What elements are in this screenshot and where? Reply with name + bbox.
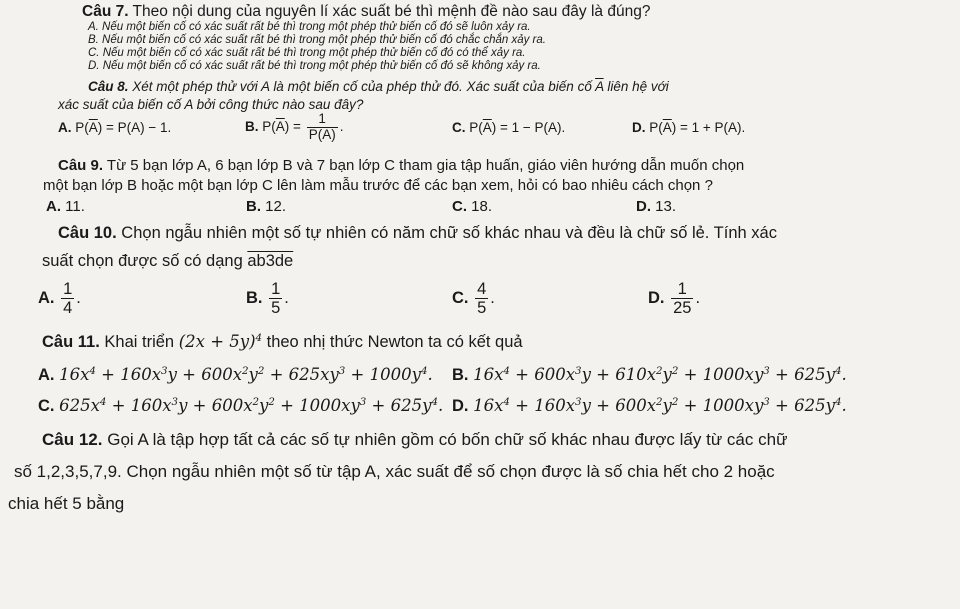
- q10-option-d-label: D.: [648, 289, 665, 307]
- q8-stem-line1: [88, 79, 669, 94]
- q8-option-b-label: B.: [245, 118, 259, 134]
- q11-expression-power: 4: [255, 332, 263, 344]
- q8-option-b-num: 1: [307, 112, 338, 128]
- q11-text-pre: Khai triển: [104, 333, 175, 351]
- q10-option-a-num: 1: [63, 280, 73, 298]
- q9-stem-line2: một bạn lớp B hoặc một bạn lớp C lên làm mẫu trước để các bạn xem, hỏi có bao nhiêu cách chọn ?: [43, 177, 713, 194]
- q10-option-a-fraction: [61, 280, 74, 317]
- q8-option-c: [452, 120, 565, 135]
- q10-option-c-den: 5: [477, 299, 487, 318]
- q8-option-d-bar: $\overline{A}$: [662, 120, 672, 135]
- q10-option-c-num: 4: [477, 280, 487, 298]
- q9-text-1: Từ 5 bạn lớp A, 6 bạn lớp B và 7 bạn lớp C tham gia tập huấn, giáo viên hướng dẫn muốn chọn: [106, 157, 745, 174]
- q8-option-d-lhs: P(: [649, 120, 663, 135]
- q9-option-c: [452, 198, 492, 215]
- q9-label: Câu 9.: [58, 157, 104, 174]
- q9-option-c-value: 18.: [471, 198, 493, 215]
- q9-option-c-label: C.: [452, 198, 467, 215]
- q11-text-post: theo nhị thức Newton ta có kết quả: [266, 333, 523, 351]
- q10-option-c-fraction: [475, 280, 488, 317]
- q10-option-a-den: 4: [63, 299, 73, 318]
- q11-option-a-label: A.: [38, 366, 55, 384]
- q12-stem-line1: [42, 430, 787, 450]
- q10-option-b-num: 1: [271, 280, 281, 298]
- q10-stem-line2: [42, 252, 293, 271]
- q11-option-d: [452, 396, 847, 416]
- q10-text-1: Chọn ngẫu nhiên một số tự nhiên có năm chữ số khác nhau và đều là chữ số lẻ. Tính xác: [121, 224, 777, 242]
- q8-option-d-rhs: ) = 1 + P(A).: [671, 120, 746, 135]
- q9-option-a: [46, 198, 85, 215]
- q8-option-c-bar: $\overline{A}$: [482, 120, 492, 135]
- q9-option-a-label: A.: [46, 198, 61, 215]
- q11-label: Câu 11.: [42, 333, 100, 351]
- q11-option-d-expr: $16x^4 + 160x^3y + 600x^2y^2 + 1000xy^3 + 625y^4$.: [473, 396, 847, 415]
- q9-option-d-value: 13.: [655, 198, 677, 215]
- q11-expression: (2x + 5y): [178, 332, 256, 351]
- q8-abar: $\overline{A}$: [595, 79, 604, 94]
- q11-option-a: [38, 365, 433, 385]
- q8-option-a-rhs: ) = P(A) − 1.: [97, 120, 172, 135]
- q8-option-b-bar: $\overline{A}$: [275, 118, 285, 134]
- q12-label: Câu 12.: [42, 430, 103, 449]
- q12-stem-line2: số 1,2,3,5,7,9. Chọn ngẫu nhiên một số từ tập A, xác suất để số chọn được là số chia hết cho 2 hoặc: [14, 462, 775, 481]
- q12-stem-line3: chia hết 5 bằng: [8, 494, 125, 513]
- q12-text-1: Gọi A là tập hợp tất cả các số tự nhiên gồm có bốn chữ số khác nhau được lấy từ các chữ: [107, 430, 788, 449]
- q8-label: Câu 8.: [88, 79, 129, 94]
- q9-option-b: [246, 198, 286, 215]
- q10-text-2: suất chọn được số có dạng: [42, 252, 243, 270]
- q11-option-b: [452, 365, 847, 385]
- q8-option-b-lhs: P(: [262, 118, 276, 134]
- q10-option-a-label: A.: [38, 289, 55, 307]
- q7-stem: [82, 3, 650, 21]
- q7-option-d: D. Nếu một biến cố có xác suất rất bé thì trong một phép thử biến cố đó sẽ không xảy ra.: [88, 60, 541, 72]
- q10-option-a: A. $\frac{1}{4}$ .: [38, 280, 81, 318]
- q10-option-d-num: 1: [671, 280, 693, 299]
- q9-option-b-value: 12.: [265, 198, 287, 215]
- q8-stem-line2: xác suất của biến cố A bởi công thức nào sau đây?: [58, 97, 364, 112]
- q10-option-b-fraction: [269, 280, 282, 317]
- q11-option-d-label: D.: [452, 397, 469, 415]
- q7-option-a: A. Nếu một biến cố có xác suất rất bé thì trong một phép thử biến cố đó sẽ luôn xảy ra.: [88, 21, 531, 33]
- q8-option-b: [245, 112, 343, 143]
- q8-option-a-label: A.: [58, 120, 72, 135]
- q9-option-d-label: D.: [636, 198, 651, 215]
- q8-option-b-den: P(A): [308, 126, 336, 142]
- q11-option-c-expr: $625x^4 + 160x^3y + 600x^2y^2 + 1000xy^3 + 625y^4$.: [59, 396, 444, 415]
- q9-option-a-value: 11.: [65, 198, 85, 215]
- q8-option-a-bar: $\overline{A}$: [88, 120, 98, 135]
- q7-option-c: C. Nếu một biến cố có xác suất rất bé thì trong một phép thử biến cố đó có thể xảy ra.: [88, 47, 526, 59]
- q8-option-c-lhs: P(: [469, 120, 483, 135]
- q9-option-b-label: B.: [246, 198, 261, 215]
- q11-option-b-expr: $16x^4 + 600x^3y + 610x^2y^2 + 1000xy^3 + 625y^4$.: [473, 365, 847, 384]
- q10-option-d-den: 25: [673, 299, 692, 318]
- q8-option-c-rhs: ) = 1 − P(A).: [491, 120, 566, 135]
- q10-number-form: ab3de: [247, 252, 294, 270]
- q10-stem-line1: [58, 224, 777, 243]
- q10-label: Câu 10.: [58, 224, 117, 242]
- q8-option-a: [58, 120, 171, 135]
- q8-option-b-end: .: [339, 118, 344, 134]
- q8-text-1a: Xét một phép thử với A là một biến cố của phép thử đó. Xác suất của biến cố: [132, 79, 592, 94]
- q8-text-1b: liên hệ với: [607, 79, 669, 94]
- q10-option-c-label: C.: [452, 289, 469, 307]
- q10-option-c: C. $\frac{4}{5}$ .: [452, 280, 495, 318]
- q11-option-c-label: C.: [38, 397, 55, 415]
- q8-option-a-lhs: P(: [75, 120, 89, 135]
- q9-stem-line1: [58, 157, 744, 174]
- q10-option-d: D. $\frac{1}{25}$ .: [648, 280, 701, 318]
- q10-option-b: B. $\frac{1}{5}$ .: [246, 280, 289, 318]
- q10-option-d-fraction: [671, 280, 693, 317]
- q11-option-c: [38, 396, 443, 416]
- q8-option-b-mid: ) =: [284, 118, 301, 134]
- q10-option-b-den: 5: [271, 299, 281, 318]
- q7-option-b: B. Nếu một biến cố có xác suất rất bé thì trong một phép thử biến cố đó chắc chắn xảy ra.: [88, 34, 546, 46]
- q11-stem: [42, 332, 523, 352]
- q7-label: Câu 7.: [82, 3, 129, 20]
- q9-option-d: [636, 198, 676, 215]
- q11-option-a-expr: $16x^4 + 160x^3y + 600x^2y^2 + 625xy^3 + 1000y^4$.: [59, 365, 433, 384]
- q8-option-b-fraction: [307, 112, 338, 143]
- q11-option-b-label: B.: [452, 366, 469, 384]
- q10-option-b-label: B.: [246, 289, 263, 307]
- q8-option-d-label: D.: [632, 120, 646, 135]
- q7-text: Theo nội dung của nguyên lí xác suất bé thì mệnh đề nào sau đây là đúng?: [132, 3, 651, 20]
- q8-option-d: [632, 120, 745, 135]
- q8-option-c-label: C.: [452, 120, 466, 135]
